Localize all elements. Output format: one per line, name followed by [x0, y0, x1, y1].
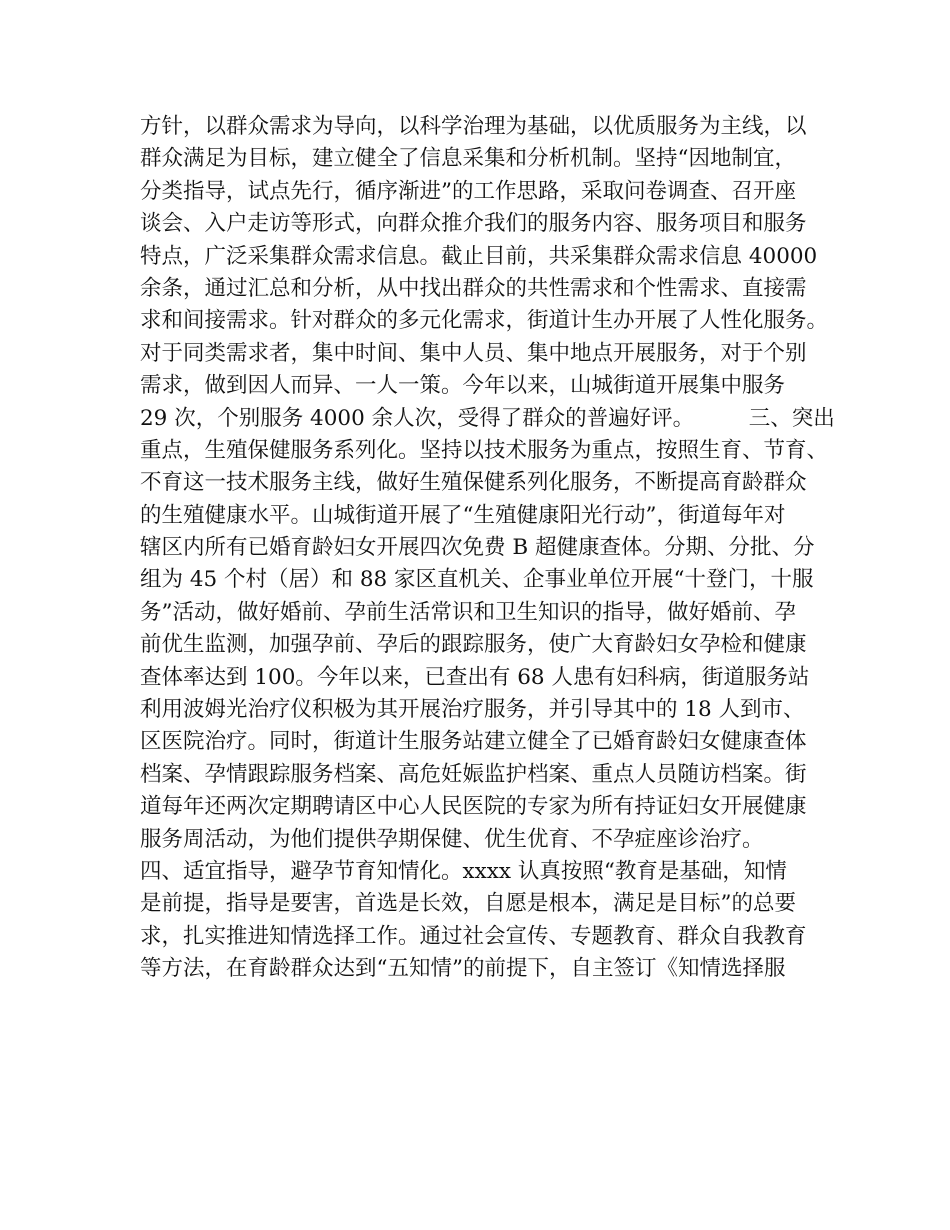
text-line: 谈会、入户走访等形式，向群众推介我们的服务内容、服务项目和服务 — [140, 211, 807, 237]
text-line: 区医院治疗。同时，街道计生服务站建立健全了已婚育龄妇女健康查体 — [140, 729, 807, 755]
text-line: 需求，做到因人而异、一人一策。今年以来，山城街道开展集中服务 — [140, 373, 786, 399]
text-line: 求，扎实推进知情选择工作。通过社会宣传、专题教育、群众自我教育 — [140, 923, 807, 949]
text-line: 前优生监测，加强孕前、孕后的跟踪服务，使广大育龄妇女孕检和健康 — [140, 632, 807, 658]
text-line: 辖区内所有已婚育龄妇女开展四次免费 B 超健康查体。分期、分批、分 — [140, 535, 815, 561]
text-line: 组为 45 个村（居）和 88 家区直机关、企事业单位开展“十登门，十服 — [140, 567, 814, 593]
text-line: 29 次，个别服务 4000 余人次，受得了群众的普遍好评。 三、突出 — [140, 405, 835, 431]
text-line: 求和间接需求。针对群众的多元化需求，街道计生办开展了人性化服务。 — [140, 308, 829, 334]
text-line: 利用波姆光治疗仪积极为其开展治疗服务，并引导其中的 18 人到市、 — [140, 697, 805, 723]
text-line: 等方法，在育龄群众达到“五知情”的前提下，自主签订《知情选择服 — [140, 956, 786, 982]
text-line: 的生殖健康水平。山城街道开展了“生殖健康阳光行动”，街道每年对 — [140, 502, 786, 528]
text-line: 道每年还两次定期聘请区中心人民医院的专家为所有持证妇女开展健康 — [140, 794, 807, 820]
text-line: 特点，广泛采集群众需求信息。截止目前，共采集群众需求信息 40000 — [140, 243, 818, 269]
text-line: 分类指导，试点先行，循序渐进”的工作思路，采取问卷调查、召开座 — [140, 178, 796, 204]
text-line: 群众满足为目标，建立健全了信息采集和分析机制。坚持“因地制宜， — [140, 146, 796, 172]
text-line: 对于同类需求者，集中时间、集中人员、集中地点开展服务，对于个别 — [140, 340, 807, 366]
text-line: 不育这一技术服务主线，做好生殖保健系列化服务，不断提高育龄群众 — [140, 470, 807, 496]
text-line: 四、适宜指导，避孕节育知情化。xxxx 认真按照“教育是基础，知情 — [140, 858, 787, 884]
text-line: 方针，以群众需求为导向，以科学治理为基础，以优质服务为主线，以 — [140, 114, 807, 139]
document-body — [140, 111, 835, 986]
text-line: 档案、孕情跟踪服务档案、高危妊娠监护档案、重点人员随访档案。街 — [140, 761, 807, 787]
text-line: 服务周活动，为他们提供孕期保健、优生优育、不孕症座诊治疗。 — [140, 826, 764, 852]
text-line: 重点，生殖保健服务系列化。坚持以技术服务为重点，按照生育、节育、 — [140, 437, 829, 463]
text-line: 是前提，指导是要害，首选是长效，自愿是根本，满足是目标”的总要 — [140, 891, 796, 917]
text-line: 余条，通过汇总和分析，从中找出群众的共性需求和个性需求、直接需 — [140, 275, 807, 301]
text-line: 务”活动，做好婚前、孕前生活常识和卫生知识的指导，做好婚前、孕 — [140, 599, 796, 625]
text-line: 查体率达到 100。今年以来，已查出有 68 人患有妇科病，街道服务站 — [140, 664, 810, 690]
